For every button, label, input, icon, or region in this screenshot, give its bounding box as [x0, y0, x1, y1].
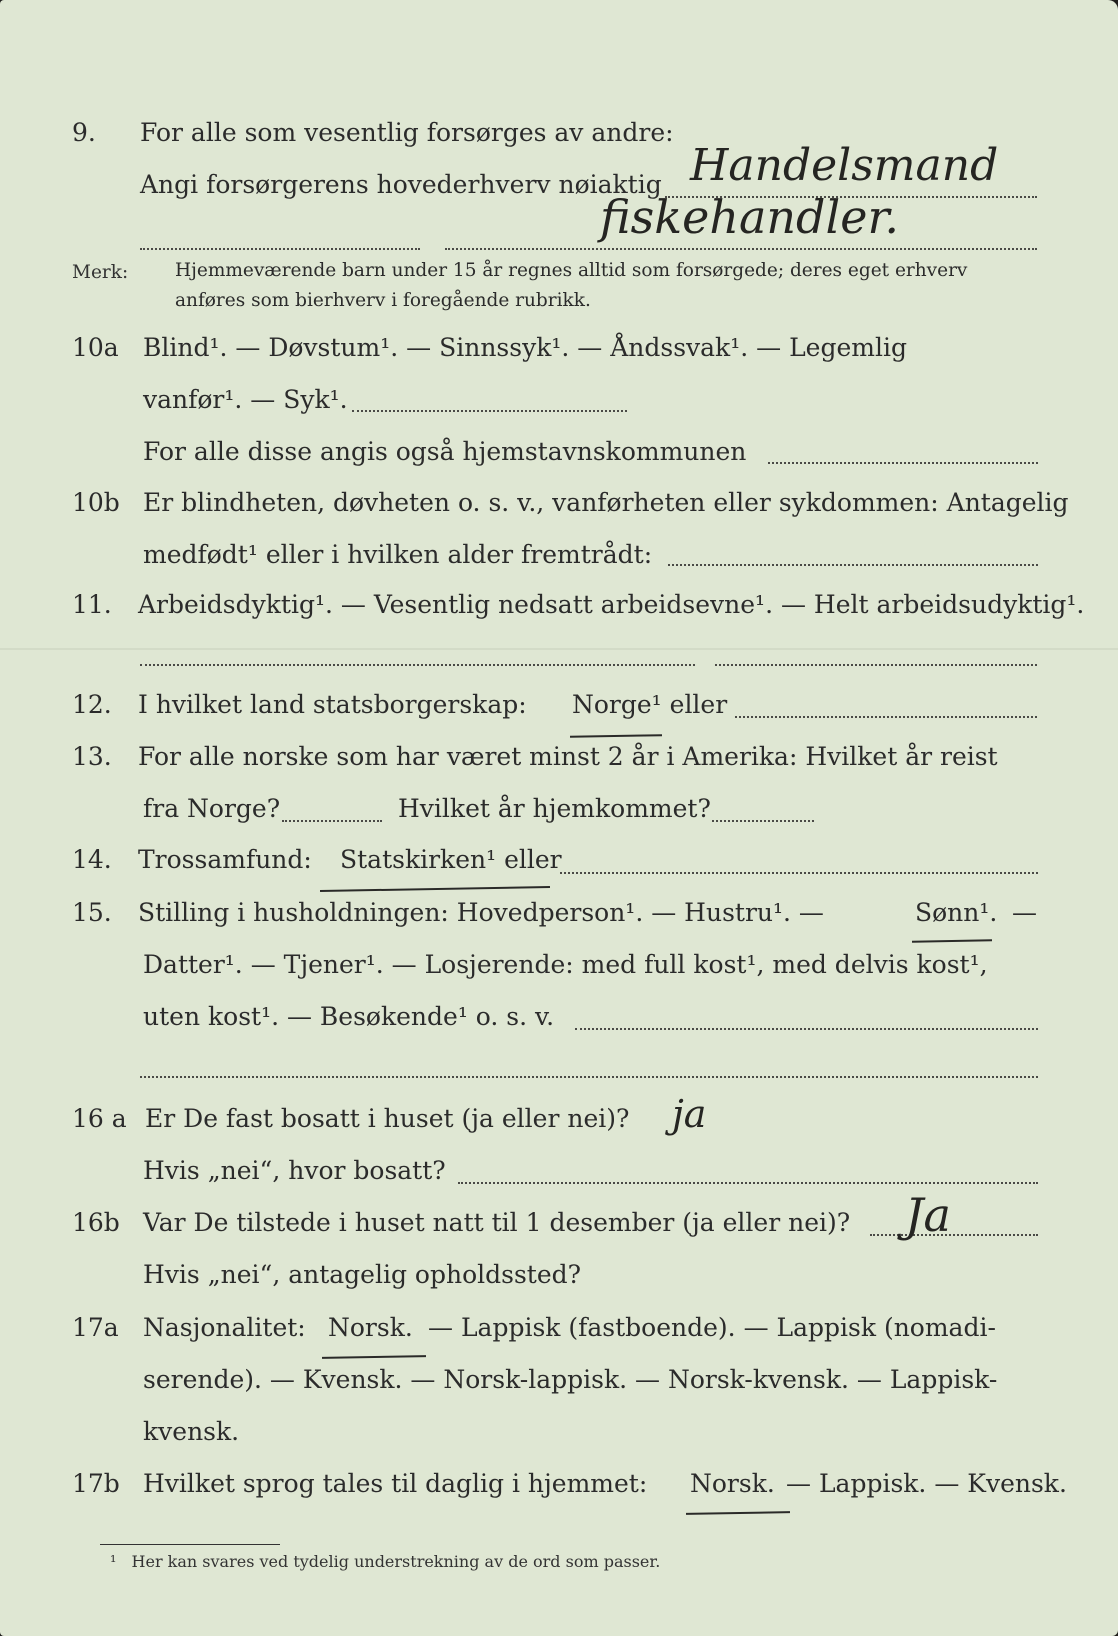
q10a-line3: For alle disse angis også hjemstavnskommunen: [143, 437, 747, 466]
q10a-answer-line1: [352, 410, 627, 412]
footnote-text: Her kan svares ved tydelig understrekning av de ord som passer.: [131, 1552, 661, 1571]
q16b-line1: Var De tilstede i huset natt til 1 desember (ja eller nei)?: [143, 1208, 851, 1237]
q12-text-a: I hvilket land statsborgerskap:: [138, 690, 527, 719]
q12-underline-norge: [570, 734, 662, 738]
merk-line1: Hjemmeværende barn under 15 år regnes alltid som forsørgede; deres eget erhverv: [175, 260, 968, 281]
q15-line1a: Stilling i husholdningen: Hovedperson¹. — Hustru¹. —: [138, 898, 824, 927]
q10b-line1: Er blindheten, døvheten o. s. v., vanførheten eller sykdommen: Antagelig: [143, 488, 1069, 517]
q17a-line1a: Nasjonalitet:: [143, 1313, 306, 1342]
q15-underline-sonn: [912, 939, 992, 942]
q11-number: 11.: [72, 590, 112, 619]
q14-text-b: Statskirken¹ eller: [340, 845, 562, 874]
q17a-line1b: Norsk.: [328, 1313, 413, 1342]
q16a-number: 16 a: [72, 1104, 127, 1133]
q10a-line2: vanfør¹. — Syk¹.: [143, 385, 348, 414]
q16a-answer-handwritten: ja: [672, 1092, 707, 1136]
q11-line1: Arbeidsdyktig¹. — Vesentlig nedsatt arbeidsevne¹. — Helt arbeidsudyktig¹.: [138, 590, 1085, 619]
q9-number: 9.: [72, 118, 96, 147]
q9-answer-line2b: [445, 248, 1037, 250]
q11-answer-line-a: [140, 664, 695, 666]
q10a-answer-line2: [768, 462, 1038, 464]
q12-text-b: Norge¹ eller: [572, 690, 728, 719]
q15-line1b: Sønn¹.: [915, 898, 998, 927]
q10a-number: 10a: [72, 333, 119, 362]
fold-line: [0, 648, 1118, 650]
q17a-number: 17a: [72, 1313, 119, 1342]
q16b-answer-line: [870, 1234, 1038, 1236]
merk-label: Merk:: [72, 262, 129, 283]
q16b-answer-handwritten: Ja: [905, 1188, 951, 1242]
q12-number: 12.: [72, 690, 112, 719]
q16a-answer-line: [458, 1182, 1038, 1184]
footnote-mark: ¹: [110, 1552, 117, 1571]
q10b-line2: medfødt¹ eller i hvilken alder fremtrådt:: [143, 540, 653, 569]
q16b-number: 16b: [72, 1208, 120, 1237]
q17b-number: 17b: [72, 1469, 120, 1498]
footnote: [110, 1552, 660, 1571]
q11-answer-line-b: [715, 664, 1037, 666]
q13-line1: For alle norske som har været minst 2 år i Amerika: Hvilket år reist: [138, 742, 998, 771]
q17a-line1c: — Lappisk (fastboende). — Lappisk (nomadi-: [428, 1313, 996, 1342]
q17a-line2: serende). — Kvensk. — Norsk-lappisk. — Norsk-kvensk. — Lappisk-: [143, 1365, 998, 1394]
q15-line3: uten kost¹. — Besøkende¹ o. s. v.: [143, 1002, 555, 1031]
merk-line2: anføres som bierhverv i foregående rubrikk.: [175, 290, 591, 311]
q15-line1c: —: [1012, 898, 1037, 927]
q13-line2a: fra Norge?: [143, 794, 281, 823]
q14-underline-statskirken: [320, 886, 550, 892]
q13-line2b: Hvilket år hjemkommet?: [398, 794, 711, 823]
q17a-underline-norsk: [322, 1355, 426, 1359]
q16a-line1: Er De fast bosatt i huset (ja eller nei)?: [145, 1104, 630, 1133]
q13-answer-line1: [282, 820, 382, 822]
q17a-line3: kvensk.: [143, 1417, 240, 1446]
q15-line2: Datter¹. — Tjener¹. — Losjerende: med full kost¹, med delvis kost¹,: [143, 950, 988, 979]
q15-number: 15.: [72, 898, 112, 927]
q15-answer-line1: [575, 1028, 1038, 1030]
q9-answer-handwritten-1: Handelsmand: [690, 140, 999, 191]
q9-line2: Angi forsørgerens hovederhverv nøiaktig: [140, 170, 662, 199]
q10b-number: 10b: [72, 488, 120, 517]
q17b-line1b: Norsk.: [690, 1469, 775, 1498]
q14-number: 14.: [72, 845, 112, 874]
q12-answer-line: [735, 716, 1037, 718]
q15-answer-line2: [140, 1076, 1038, 1078]
q17b-line1a: Hvilket sprog tales til daglig i hjemmet:: [143, 1469, 648, 1498]
q14-text-a: Trossamfund:: [138, 845, 312, 874]
q14-answer-line: [560, 872, 1038, 874]
q16a-line2: Hvis „nei“, hvor bosatt?: [143, 1156, 446, 1185]
q17b-line1c: — Lappisk. — Kvensk.: [786, 1469, 1067, 1498]
footnote-rule: [100, 1544, 280, 1545]
q10b-answer-line: [668, 564, 1038, 566]
q13-number: 13.: [72, 742, 112, 771]
q9-line1: For alle som vesentlig forsørges av andre:: [140, 118, 674, 147]
q9-answer-line2a: [140, 248, 420, 250]
q17b-underline-norsk: [686, 1511, 790, 1515]
q16b-line2: Hvis „nei“, antagelig opholdssted?: [143, 1260, 582, 1289]
q13-answer-line2: [712, 820, 814, 822]
q9-answer-handwritten-2: fiskehandler.: [600, 190, 899, 244]
q10a-line1: Blind¹. — Døvstum¹. — Sinnssyk¹. — Åndssvak¹. — Legemlig: [143, 333, 907, 362]
